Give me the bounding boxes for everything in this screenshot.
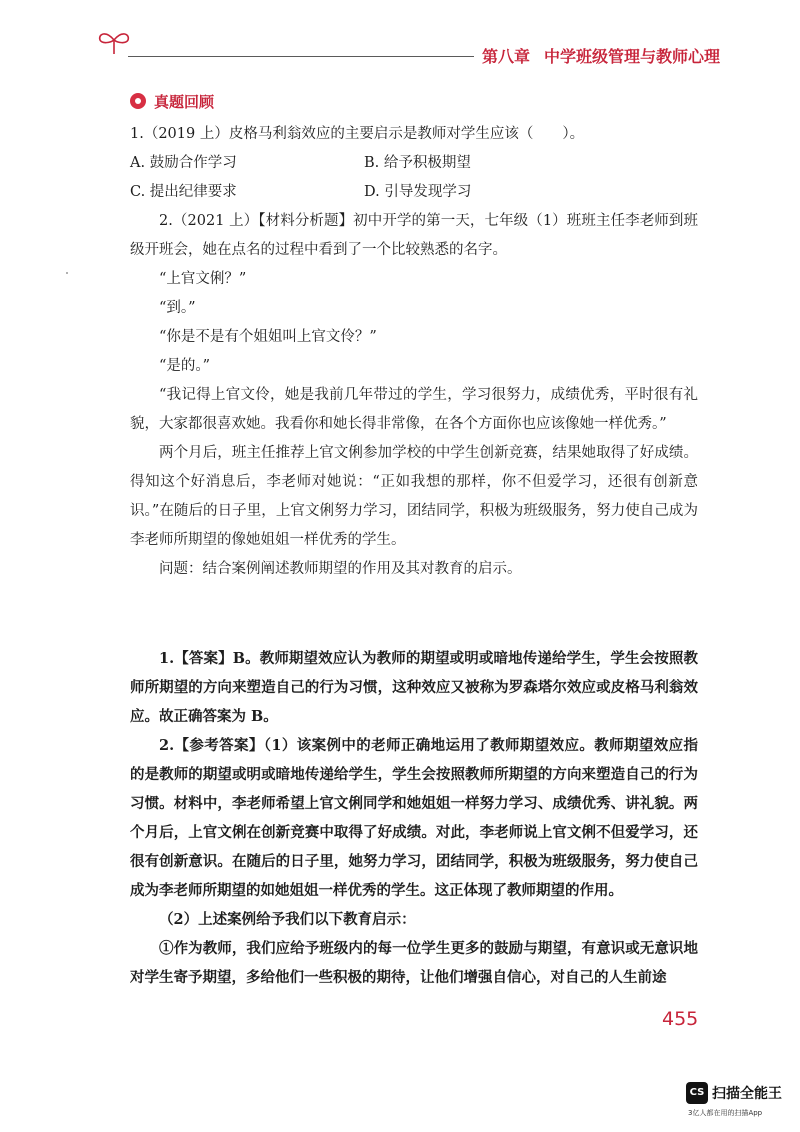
dialogue-line: “我记得上官文伶，她是我前几年带过的学生，学习很努力，成绩优秀，平时很有礼貌，大家都很喜欢她。我看你和她长得非常像，在各个方面你也应该像她一样优秀。” <box>130 387 698 432</box>
answer-1 <box>130 644 698 731</box>
question-2-intro: 2.（2021 上）【材料分析题】初中开学的第一天，七年级（1）班班主任李老师到班级开班会，她在点名的过程中看到了一个比较熟悉的名字。 <box>130 213 698 258</box>
dialogue-line: “上官文俐？” <box>159 271 247 287</box>
dialogue-line: “你是不是有个姐姐叫上官文伶？” <box>159 329 377 345</box>
watermark-name: 扫描全能王 <box>712 1086 782 1102</box>
scan-speck <box>66 272 68 274</box>
chapter-label: 第八章 <box>482 47 531 66</box>
question-1-stem: 1.（2019 上）皮格马利翁效应的主要启示是教师对学生应该（ ）。 <box>130 126 585 142</box>
page-number: 455 <box>662 1008 699 1030</box>
scanner-watermark <box>686 1082 796 1128</box>
camscanner-logo: CS <box>686 1082 708 1104</box>
option-c: C. 提出纪律要求 <box>130 184 237 200</box>
question-1-options <box>130 149 698 207</box>
answer-2-label: 2.【参考答案】 <box>159 737 264 754</box>
answer-2-text: （1）该案例中的老师正确地运用了教师期望效应。教师期望效应指的是教师的期望或明或暗地传递给学生，学生会按照教师所期望的方向来塑造自己的行为习惯。材料中，李老师希望上官文俐同学和她姐姐一样努力学习、成绩优秀、讲礼貌。两个月后，上官文俐在创新竞赛中取得了好成绩。对此，李老师说上官文俐不但爱学习，还很有创新意识。在随后的日子里，她努力学习，团结同学，积极为班级服务，努力使自己成为李老师所期望的如她姐姐一样优秀的学生。这正体现了教师期望的作用。 <box>130 737 698 899</box>
chapter-title: 中学班级管理与教师心理 <box>544 47 721 66</box>
answer-1-text: B。教师期望效应认为教师的期望或明或暗地传递给学生，学生会按照教师所期望的方向来塑造自己的行为习惯，这种效应又被称为罗森塔尔效应或皮格马利翁效应。故正确答案为 B。 <box>130 650 698 725</box>
option-b: B. 给予积极期望 <box>364 155 471 171</box>
section-heading <box>130 90 698 112</box>
answer-1-label: 1.【答案】 <box>159 650 233 667</box>
header-rule <box>128 56 474 57</box>
option-a: A. 鼓励合作学习 <box>130 155 237 171</box>
dialogue-line: “到。” <box>159 300 196 316</box>
target-bullet-icon <box>130 93 146 109</box>
question-2-problem: 问题：结合案例阐述教师期望的作用及其对教育的启示。 <box>159 561 522 577</box>
answer-2 <box>130 731 698 905</box>
answer-gap <box>130 584 698 644</box>
answer-2-part-2: （2）上述案例给予我们以下教育启示： <box>159 911 416 928</box>
question-2-narrative: 两个月后，班主任推荐上官文俐参加学校的中学生创新竞赛，结果她取得了好成绩。得知这个好消息后，李老师对她说：“正如我想的那样，你不但爱学习，还很有创新意识。”在随后的日子里，上官文俐努力学习，团结同学，积极为班级服务，努力使自己成为李老师所期望的像她姐姐一样优秀的学生。 <box>130 445 698 548</box>
section-title-text: 真题回顾 <box>154 92 215 111</box>
answer-2-point-1: ①作为教师，我们应给予班级内的每一位学生更多的鼓励与期望，有意识或无意识地对学生寄予期望，多给他们一些积极的期待，让他们增强自信心，对自己的人生前途 <box>130 940 698 986</box>
watermark-tagline: 3亿人都在用的扫描App <box>688 1109 763 1117</box>
content-body <box>130 90 698 992</box>
running-header <box>482 44 742 67</box>
option-d: D. 引导发现学习 <box>364 184 472 200</box>
leaf-sprout-icon <box>96 26 132 56</box>
dialogue-line: “是的。” <box>159 358 211 374</box>
